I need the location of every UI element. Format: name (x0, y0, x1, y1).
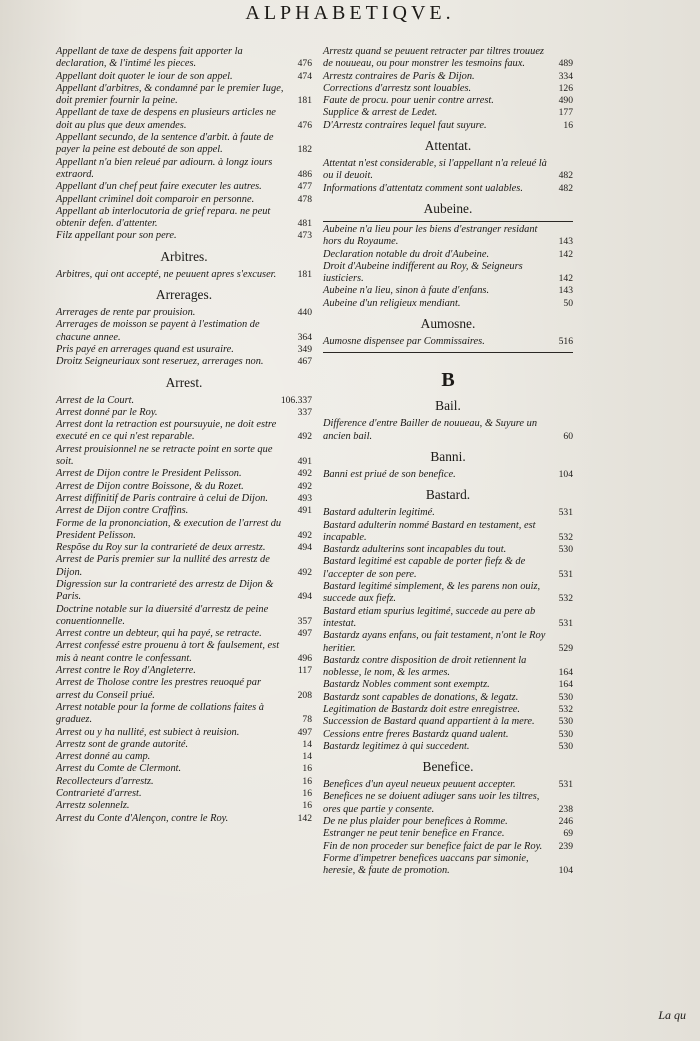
index-entry (56, 751, 312, 763)
index-entry (323, 71, 573, 83)
index-section (323, 352, 573, 392)
entry-page-number: 531 (558, 568, 573, 580)
entry-text: Arrest contre un debteur, qui ha payé, se retracte. (56, 628, 262, 640)
index-entry (56, 481, 312, 493)
entry-page-number: 14 (302, 738, 312, 750)
entry-text: Arrest du Conte d'Alençon, contre le Roy. (56, 812, 229, 824)
index-entry (323, 158, 573, 183)
index-section (323, 487, 573, 753)
entry-text: Fin de non proceder sur benefice faict de par le Roy. (323, 840, 543, 852)
entry-page-number: 494 (297, 591, 312, 603)
index-section (323, 759, 573, 877)
index-entry (323, 298, 573, 310)
entry-text: Arrerages de moisson se payent à l'estimation de chacune annee. (56, 319, 260, 343)
entry-text: Doctrine notable sur la diuersité d'arrestz de peine conuentionnelle. (56, 603, 269, 627)
entry-text: Filz appellant pour son pere. (56, 230, 177, 242)
entry-text: Legitimation de Bastardz doit estre enregistree. (323, 703, 521, 715)
entry-text: Forme de la prononciation, & execution de l'arrest du President Pelisson. (56, 517, 282, 541)
entry-page-number: 491 (297, 456, 312, 468)
entry-text: Arrest de Dijon contre le President Pelisson. (56, 468, 242, 480)
entry-page-number: 532 (558, 703, 573, 715)
entry-text: Arrest du Comte de Clermont. (56, 763, 182, 775)
index-entry (56, 739, 312, 751)
index-entry (56, 763, 312, 775)
entry-text: Faute de procu. pour uenir contre arrest. (323, 95, 494, 107)
section-title: Arbitres. (160, 248, 208, 264)
index-entry (56, 604, 312, 629)
entry-page-number: 493 (297, 492, 312, 504)
index-section (323, 449, 573, 481)
index-entry (323, 581, 573, 606)
index-entry (323, 336, 573, 348)
entry-text: Arrest ou y ha nullité, est subiect à reuision. (56, 726, 240, 738)
entry-page-number: 78 (302, 714, 312, 726)
entry-text: Droitz Seigneuriaux sont reseruez, arrerages non. (56, 356, 264, 368)
index-entry (323, 828, 573, 840)
entry-page-number: 357 (297, 615, 312, 627)
entry-text: Aubeine n'a lieu, sinon à faute d'enfans. (323, 285, 490, 297)
index-entry (323, 520, 573, 545)
entry-page-number: 16 (302, 763, 312, 775)
index-entry (56, 419, 312, 444)
index-entry (323, 46, 573, 71)
entry-page-number: 529 (558, 642, 573, 654)
index-entry (323, 120, 573, 132)
entry-page-number: 491 (297, 505, 312, 517)
section-title: Arrerages. (155, 287, 213, 303)
entry-text: Bastardz legitimez à qui succedent. (323, 740, 470, 752)
entry-text: Supplice & arrest de Ledet. (323, 107, 438, 119)
entry-page-number: 246 (558, 816, 573, 828)
entry-page-number: 492 (297, 431, 312, 443)
entry-text: Benefices d'un ayeul neueux peuuent accepter. (323, 779, 516, 791)
index-entry (56, 505, 312, 517)
entry-text: Declaration notable du droit d'Aubeine. (323, 248, 490, 260)
index-entry (56, 269, 312, 281)
catchword: La qu (658, 1008, 686, 1022)
entry-text: Bastard etiam spurius legitimé, succede au pere ab intestat. (323, 605, 536, 629)
index-entry (56, 665, 312, 677)
entry-page-number: 14 (302, 751, 312, 763)
entry-text: Arrest de Paris premier sur la nullité des arrestz de Dijon. (56, 554, 270, 578)
index-entry (323, 556, 573, 581)
index-section (323, 201, 573, 310)
entry-text: Arrest notable pour la forme de collations faites à graduez. (56, 701, 264, 726)
entry-page-number: 530 (558, 740, 573, 752)
entry-text: Appellant doit quoter le iour de son appel. (56, 70, 233, 82)
index-entry (56, 132, 312, 157)
index-entry (323, 95, 573, 107)
index-entry (323, 716, 573, 728)
entry-text: Bastardz Nobles comment sont exemptz. (323, 679, 490, 691)
entry-text: Appellant de taxe de despens fait apporter la declaration, & l'intimé les pieces. (56, 46, 243, 70)
entry-text: De ne plus plaider pour benefices à Romme. (323, 816, 508, 828)
entry-page-number: 142 (558, 273, 573, 285)
index-entry (56, 518, 312, 543)
entry-page-number: 530 (558, 728, 573, 740)
entry-page-number: 516 (558, 336, 573, 348)
divider-rule (323, 221, 573, 222)
index-entry (323, 841, 573, 853)
section-title: Aubeine. (423, 200, 473, 216)
entry-page-number: 16 (302, 800, 312, 812)
entry-page-number: 181 (297, 268, 312, 280)
entry-page-number: 530 (558, 691, 573, 703)
entry-page-number: 530 (558, 716, 573, 728)
index-entry (323, 692, 573, 704)
entry-text: Estranger ne peut tenir benefice en France. (323, 828, 505, 840)
index-entry (323, 729, 573, 741)
index-entry (323, 544, 573, 556)
index-entry (323, 791, 573, 816)
entry-page-number: 117 (297, 665, 312, 677)
entry-page-number: 494 (297, 542, 312, 554)
index-entry (56, 493, 312, 505)
entry-page-number: 492 (297, 480, 312, 492)
index-section (56, 287, 312, 368)
entry-text: Arrest diffinitif de Paris contraire à celui de Dijon. (56, 492, 268, 504)
entry-page-number: 60 (563, 430, 573, 442)
index-entry (323, 224, 573, 249)
entry-text: Difference d'entre Bailler de nouueau, & Suyure un ancien bail. (323, 418, 538, 442)
entry-text: Aubeine n'a lieu pour les biens d'estranger residant hors du Royaume. (323, 223, 538, 248)
entry-page-number: 531 (558, 507, 573, 519)
section-title: Arrest. (165, 374, 203, 390)
entry-text: Banni est priué de son benefice. (323, 468, 456, 480)
entry-page-number: 486 (297, 168, 312, 180)
entry-text: Arrest de Dijon contre Boissone, & du Rozet. (56, 480, 244, 492)
entry-text: Appellant d'arbitres, & condamné par le premier Iuge, doit premier fournir la peine. (56, 82, 284, 107)
entry-page-number: 143 (558, 236, 573, 248)
entry-page-number: 50 (563, 297, 573, 309)
entry-page-number: 440 (297, 307, 312, 319)
entry-text: Corrections d'arrestz sont louables. (323, 82, 472, 94)
entry-text: Informations d'attentatz comment sont ualables. (323, 182, 523, 194)
entry-page-number: 182 (297, 144, 312, 156)
page-heading: ALPHABETIQVE. (245, 2, 455, 24)
entry-page-number: 16 (563, 119, 573, 131)
index-entry (323, 741, 573, 753)
index-entry (56, 230, 312, 242)
left-column (56, 42, 312, 825)
index-entry (56, 702, 312, 727)
index-entry (323, 655, 573, 680)
entry-text: Arrestz quand se peuuent retracter par tiltres trouuez de nouueau, ou pour monstrer les tesmoins faux. (323, 46, 544, 70)
index-entry (56, 640, 312, 665)
entry-text: Bastard legitimé est capable de porter fiefz & de l'accepter de son pere. (323, 556, 526, 580)
entry-page-number: 482 (558, 182, 573, 194)
entry-page-number: 349 (297, 343, 312, 355)
entry-text: Digression sur la contrarieté des arrestz de Dijon & Paris. (56, 578, 274, 603)
index-entry (56, 157, 312, 182)
entry-text: Aumosne dispensee par Commissaires. (323, 336, 485, 348)
index-entry (56, 677, 312, 702)
index-entry (56, 107, 312, 132)
index-section (323, 138, 573, 195)
index-entry (56, 800, 312, 812)
entry-page-number: 239 (558, 840, 573, 852)
entry-text: Droit d'Aubeine indifferent au Roy, & Seigneurs iusticiers. (323, 260, 523, 285)
entry-page-number: 492 (297, 529, 312, 541)
entry-page-number: 473 (297, 230, 312, 242)
index-entry (56, 776, 312, 788)
entry-page-number: 164 (558, 679, 573, 691)
entry-text: Recollecteurs d'arrestz. (56, 775, 154, 787)
index-entry (56, 542, 312, 554)
section-title: Attentat. (424, 138, 472, 154)
entry-page-number: 482 (558, 170, 573, 182)
entry-text: Cessions entre freres Bastardz quand ualent. (323, 728, 509, 740)
section-title: Aumosne. (420, 316, 476, 332)
entry-page-number: 104 (558, 865, 573, 877)
entry-page-number: 106.337 (280, 394, 312, 406)
entry-text: Arrest de la Court. (56, 394, 135, 406)
index-entry (56, 46, 312, 71)
index-entry (323, 606, 573, 631)
index-entry (323, 107, 573, 119)
entry-text: Arrest donné par le Roy. (56, 406, 158, 418)
index-entry (56, 395, 312, 407)
entry-text: Arrest dont la retraction est poursuyuie, ne doit estre executé en ce qui n'est reparable. (56, 419, 277, 443)
entry-page-number: 497 (297, 628, 312, 640)
entry-page-number: 481 (297, 218, 312, 230)
entry-page-number: 142 (558, 248, 573, 260)
entry-page-number: 531 (558, 779, 573, 791)
entry-text: D'Arrestz contraires lequel faut suyure. (323, 119, 487, 131)
entry-text: Arrest de Tholose contre les prestres reuoqué par arrest du Conseil priué. (56, 677, 261, 701)
entry-page-number: 334 (558, 70, 573, 82)
entry-page-number: 476 (297, 58, 312, 70)
entry-text: Bastardz sont capables de donations, & legatz. (323, 691, 519, 703)
entry-page-number: 208 (297, 689, 312, 701)
entry-text: Contrarieté d'arrest. (56, 788, 142, 800)
index-entry (323, 779, 573, 791)
entry-text: Appellant n'a bien releué par adiourn. à longz iours extraord. (56, 156, 273, 180)
entry-text: Arrest confessé estre prouenu à tort & faulsement, est mis à neant contre le confessant. (56, 640, 280, 664)
entry-page-number: 477 (297, 181, 312, 193)
index-entry (56, 307, 312, 319)
index-section (323, 398, 573, 443)
index-entry (56, 554, 312, 579)
entry-page-number: 530 (558, 544, 573, 556)
entry-text: Bastard legitimé simplement, & les parens non ouiz, succede aux fiefz. (323, 581, 541, 605)
entry-page-number: 532 (558, 593, 573, 605)
entry-page-number: 164 (558, 667, 573, 679)
entry-page-number: 16 (302, 775, 312, 787)
index-entry (323, 469, 573, 481)
entry-text: Bastardz ayans enfans, ou fait testament, n'ont le Roy heritier. (323, 630, 546, 654)
entry-page-number: 476 (297, 119, 312, 131)
index-entry (56, 468, 312, 480)
entry-page-number: 467 (297, 356, 312, 368)
index-entry (323, 285, 573, 297)
entry-page-number: 104 (558, 468, 573, 480)
entry-page-number: 126 (558, 82, 573, 94)
index-entry (56, 788, 312, 800)
index-entry (56, 628, 312, 640)
index-entry (56, 813, 312, 825)
entry-text: Appellant secundo, de la sentence d'arbit. à faute de payer la peine est debouté de son appel. (56, 132, 274, 156)
index-entry (56, 71, 312, 83)
entry-text: Benefices ne se doiuent adiuger sans uoir les tiltres, ores que partie y consente. (323, 791, 540, 815)
index-section (323, 46, 573, 132)
index-entry (323, 249, 573, 261)
index-entry (56, 206, 312, 231)
section-title: Benefice. (422, 759, 474, 775)
letter-heading: B (441, 369, 455, 392)
entry-page-number: 532 (558, 531, 573, 543)
entry-text: Appellant d'un chef peut faire executer les autres. (56, 181, 262, 193)
index-entry (323, 630, 573, 655)
index-entry (323, 853, 573, 878)
index-entry (56, 727, 312, 739)
entry-page-number: 474 (297, 70, 312, 82)
entry-text: Arrest prouisionnel ne se retracte point en sorte que soit. (56, 443, 273, 468)
entry-text: Arbitres, qui ont accepté, ne peuuent apres s'excuser. (56, 268, 277, 280)
entry-text: Arrestz sont de grande autorité. (56, 738, 189, 750)
index-entry (56, 319, 312, 344)
index-entry (56, 407, 312, 419)
entry-page-number: 143 (558, 285, 573, 297)
entry-text: Arrest de Dijon contre Craffins. (56, 505, 189, 517)
entry-text: Bastard adulterin legitimé. (323, 507, 435, 519)
entry-text: Bastard adulterin nommé Bastard en testament, est incapable. (323, 519, 536, 543)
section-title: Bail. (435, 398, 461, 414)
entry-text: Aubeine d'un religieux mendiant. (323, 297, 461, 309)
entry-text: Arrest donné au camp. (56, 751, 151, 763)
section-title: Banni. (430, 448, 466, 464)
entry-page-number: 181 (297, 95, 312, 107)
entry-text: Arrest contre le Roy d'Angleterre. (56, 665, 196, 677)
index-entry (56, 356, 312, 368)
index-entry (323, 418, 573, 443)
entry-text: Pris payé en arrerages quand est usuraire. (56, 343, 234, 355)
entry-text: Bastardz contre disposition de droit retiennent la noblesse, le nom, & les armes. (323, 654, 527, 679)
entry-page-number: 142 (297, 812, 312, 824)
index-entry (56, 83, 312, 108)
index-section (323, 316, 573, 348)
entry-text: Arrerages de rente par prouision. (56, 307, 196, 319)
divider-rule (323, 352, 573, 353)
index-section (56, 46, 312, 243)
right-column (323, 42, 573, 878)
entry-page-number: 492 (297, 468, 312, 480)
index-section (56, 249, 312, 281)
entry-text: Appellant criminel doit comparoir en personne. (56, 193, 255, 205)
entry-text: Arrestz solennelz. (56, 800, 130, 812)
entry-text: Bastardz adulterins sont incapables du tout. (323, 544, 507, 556)
entry-page-number: 531 (558, 617, 573, 629)
entry-page-number: 69 (563, 828, 573, 840)
entry-page-number: 489 (558, 58, 573, 70)
entry-page-number: 478 (297, 193, 312, 205)
index-entry (56, 194, 312, 206)
index-section (56, 375, 312, 825)
entry-page-number: 16 (302, 788, 312, 800)
entry-page-number: 177 (558, 107, 573, 119)
index-entry (56, 579, 312, 604)
entry-page-number: 492 (297, 566, 312, 578)
index-entry (323, 704, 573, 716)
index-entry (323, 261, 573, 286)
entry-page-number: 364 (297, 331, 312, 343)
entry-text: Attentat n'est considerable, si l'appellant n'a releué là ou il deuoit. (323, 158, 547, 182)
entry-page-number: 496 (297, 652, 312, 664)
entry-text: Appellant ab interlocutoria de grief repara. ne peut obtenir defen. d'attenter. (56, 205, 271, 230)
index-entry (323, 83, 573, 95)
entry-text: Forme d'impetrer benefices uaccans par simonie, heresie, & faute de promotion. (323, 852, 529, 877)
entry-text: Arrestz contraires de Paris & Dijon. (323, 70, 475, 82)
entry-text: Respõse du Roy sur la contrarieté de deux arrestz. (56, 542, 266, 554)
entry-page-number: 337 (297, 406, 312, 418)
index-entry (323, 679, 573, 691)
entry-text: Succession de Bastard quand appartient à la mere. (323, 716, 535, 728)
index-entry (323, 183, 573, 195)
section-title: Bastard. (425, 487, 471, 503)
index-entry (56, 344, 312, 356)
index-entry (323, 507, 573, 519)
entry-page-number: 497 (297, 726, 312, 738)
index-entry (56, 181, 312, 193)
entry-text: Appellant de taxe de despens en plusieurs articles ne doit au plus que deux amendes. (56, 107, 276, 131)
index-entry (56, 444, 312, 469)
entry-page-number: 238 (558, 803, 573, 815)
index-entry (323, 816, 573, 828)
entry-page-number: 490 (558, 95, 573, 107)
